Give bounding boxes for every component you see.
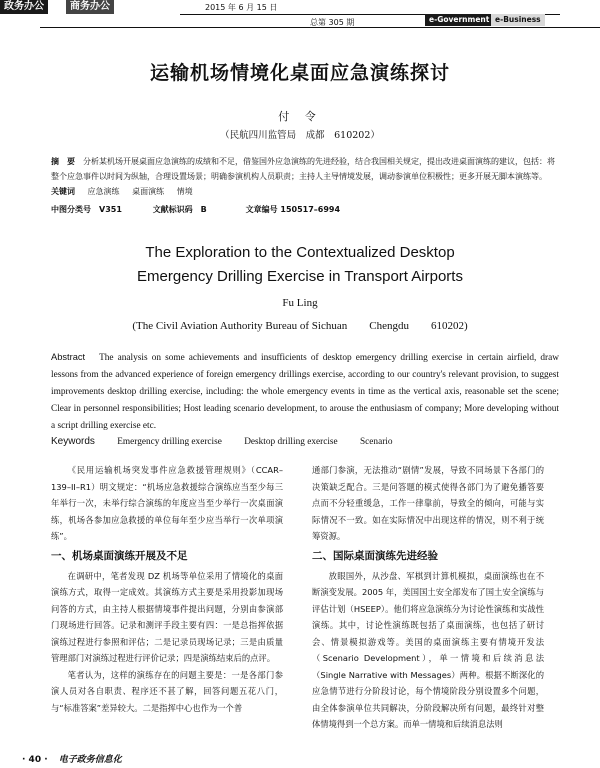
body-paragraph: 放眼国外，从沙盘、军棋到计算机模拟，桌面演练也在不断演变发展。2005 年，美国国土安全部发布了国土安全演练与评估计划（HSEEP）。他们将应急演练分为讨论性演练和实战性演练。其中，讨论性演练既包括了桌面演练，也包括了研讨会、情景模拟游戏等。美国的桌面演练主要有情境开发法（Scenario Development），单一情境和后续消息法（Single Narrative with Messages）两种。根据不断深化的应急情节进行分阶段讨论，每个情境阶段分别设置多个问题，由全体参演单位共同解决，分阶段解决所有问题，最终针对整体情境得到一个总方案。而单一情境和后续消息法则 <box>312 570 544 729</box>
header-tab-business: 商务办公 <box>66 0 114 14</box>
keywords-en-label: Keywords <box>51 436 95 447</box>
abstract-en-label: Abstract <box>51 352 86 362</box>
keyword-cn: 桌面演练 <box>132 187 165 196</box>
affiliation-cn: （民航四川监管局 成都 610202） <box>220 130 380 141</box>
keywords-en <box>51 436 413 447</box>
keywords-cn <box>51 186 203 197</box>
keyword-cn: 情境 <box>176 187 193 196</box>
abstract-cn-text: 分析某机场开展桌面应急演练的成绩和不足，借鉴国外应急演练的先进经验，结合我国相关规定，提出改进桌面演练的建议，包括：将整个应急事件以时间为纵轴，合理设置场景；明确参演机构人员职责；主持人主导情境发展，调动参演单位积极性；更多开展无脚本演练等。 <box>51 157 555 181</box>
body-paragraph: 笔者认为，这样的演练存在的问题主要是：一是各部门参演人员对各自职责、程序还不甚了解，回答问题五花八门，与“标准答案”差异较大。二是指挥中心也作为一个普 <box>51 669 283 713</box>
page-number: · 40 · <box>22 755 48 765</box>
header-tab-government: 政务办公 <box>0 0 48 14</box>
keyword-en: Scenario <box>360 437 393 447</box>
keyword-en: Emergency drilling exercise <box>117 437 222 447</box>
keywords-cn-label: 关键词 <box>51 187 75 196</box>
body-column-left <box>51 462 283 716</box>
classification-row <box>51 204 350 215</box>
author-cn: 付 令 <box>278 110 322 123</box>
header-e-business: e-Business <box>491 14 545 26</box>
page-footer <box>22 752 122 765</box>
abstract-en-text: The analysis on some achievements and insufficients of desktop emergency drilling exercise in certain airfield, draw lessons from the advanced experience of foreign emergency drillings exercise, according to our country's relevant provision, to suggest improvements desktop drilling exercise, including: the whole emergency events in time as the vertical axis, reasonable set the scene; Clear in personnel responsibilities; Host leading scenario development, to arouse the enthusiasm of company; More developing without a script drilling exercise etc. <box>51 353 559 431</box>
section-heading-1: 一、机场桌面演练开展及不足 <box>51 549 188 562</box>
abstract-cn <box>51 154 559 184</box>
keyword-cn: 应急演练 <box>87 187 120 196</box>
header-date: 2015 年 6 月 15 日 <box>205 3 278 12</box>
clc-number: 中图分类号 V351 <box>51 205 122 214</box>
doc-code: 文献标识码 B <box>152 205 207 214</box>
body-paragraph: 在调研中，笔者发现 DZ 机场等单位采用了情境化的桌面演练方式，取得一定成效。其演练方式主要是采用投影加现场问答的方式，由主持人根据情境事件提出问题，分别由参演部门现场进行回答。记录和测评手段主要有四：一是总指挥依据演练过程进行参照和评估；二是记录员现场记录；三是由质量管理部门对演练过程进行评价记录；四是演练结束后的点评。 <box>51 570 283 663</box>
header-issue: 总第 305 期 <box>310 18 355 27</box>
journal-name: 电子政务信息化 <box>58 755 122 765</box>
body-paragraph: 《民用运输机场突发事件应急救援管理规则》（CCAR–139–II–R1）明文规定：“机场应急救援综合演练应当至少每三年举行一次，未举行综合演练的年度应当至少举行一次桌面演练，机场各参加应急救援的单位每年至少应当举行一次单项演练”。 <box>51 465 283 541</box>
body-column-right <box>312 462 544 733</box>
keyword-en: Desktop drilling exercise <box>244 437 338 447</box>
article-number: 文章编号 150517–6994 <box>245 205 341 214</box>
header-e-government: e-Government <box>425 14 493 26</box>
abstract-cn-label: 摘 要 <box>51 157 75 166</box>
affiliation-en: (The Civil Aviation Authority Bureau of Sichuan Chengdu 610202) <box>132 320 468 332</box>
author-en: Fu Ling <box>282 297 318 309</box>
header-rule-bottom <box>40 27 600 28</box>
paper-title-en: The Exploration to the Contextualized Desktop Emergency Drilling Exercise in Transport Airports <box>137 244 463 285</box>
body-paragraph: 通部门参演，无法推动“剧情”发展，导致不同场景下各部门的决策缺乏配合。三是问答题的模式使得各部门为了避免播答要点而不分轻重缓急，工作一律靠前，导致全的倾向，可能与实际情况不一致。如在实际情况中出现这样的情况，则不利于统筹资源。 <box>312 465 544 541</box>
section-heading-2: 二、国际桌面演练先进经验 <box>312 549 438 562</box>
abstract-en <box>51 349 559 435</box>
paper-title-cn: 运输机场情境化桌面应急演练探讨 <box>149 62 450 84</box>
